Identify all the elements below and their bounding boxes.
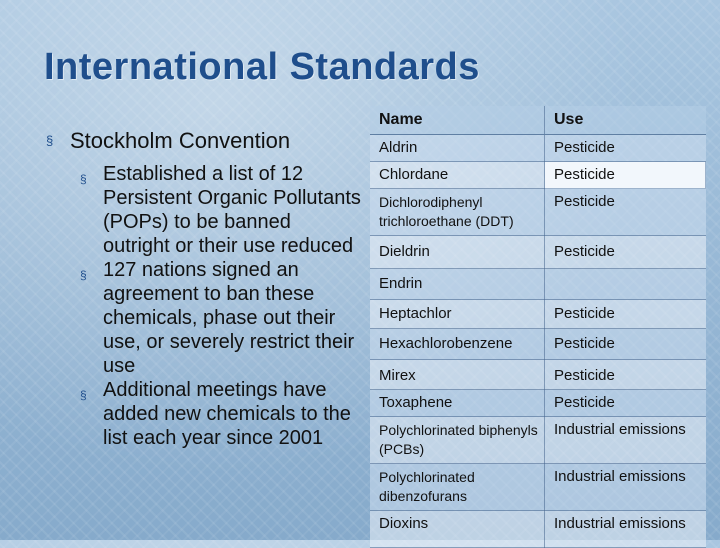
sub-bullet bbox=[80, 162, 362, 258]
cell-use: Pesticide bbox=[545, 135, 706, 162]
bullet-main-text: Stockholm Convention bbox=[70, 128, 291, 153]
column-header-use: Use bbox=[545, 106, 706, 135]
cell-use: Pesticide bbox=[545, 360, 706, 390]
bullet-marker-icon: § bbox=[46, 133, 54, 148]
table-row bbox=[370, 417, 706, 464]
cell-use: Pesticide bbox=[545, 329, 706, 360]
table-row bbox=[370, 511, 706, 548]
bullet-marker-icon: § bbox=[80, 388, 87, 402]
pops-table bbox=[370, 106, 706, 548]
cell-name: Aldrin bbox=[370, 135, 545, 162]
cell-use: Pesticide bbox=[545, 236, 706, 269]
cell-use: Pesticide bbox=[545, 189, 706, 236]
bullet-list bbox=[46, 128, 362, 450]
cell-name: Hexachlorobenzene bbox=[370, 329, 545, 360]
sub-bullet-text: Additional meetings have added new chemicals to the list each year since 2001 bbox=[103, 379, 351, 449]
cell-name: Toxaphene bbox=[370, 390, 545, 417]
table-row bbox=[370, 269, 706, 300]
bullet-marker-icon: § bbox=[80, 268, 87, 282]
pops-table-container bbox=[370, 106, 706, 540]
bullet-marker-icon: § bbox=[80, 172, 87, 186]
cell-use: Pesticide bbox=[545, 390, 706, 417]
table-row bbox=[370, 390, 706, 417]
table-row bbox=[370, 236, 706, 269]
sub-bullet bbox=[80, 258, 362, 378]
cell-name: Polychlorinated biphenyls (PCBs) bbox=[370, 417, 545, 464]
cell-use: Pesticide bbox=[545, 300, 706, 329]
sub-bullet bbox=[80, 378, 362, 450]
table-row bbox=[370, 189, 706, 236]
bullet-main bbox=[46, 128, 362, 154]
cell-name: Mirex bbox=[370, 360, 545, 390]
table-row bbox=[370, 135, 706, 162]
cell-use: Industrial emissions bbox=[545, 464, 706, 511]
cell-name: Endrin bbox=[370, 269, 545, 300]
cell-use: Industrial emissions bbox=[545, 417, 706, 464]
sub-bullet-list bbox=[80, 162, 362, 450]
column-header-name: Name bbox=[370, 106, 545, 135]
cell-name: Dichlorodiphenyl trichloroethane (DDT) bbox=[370, 189, 545, 236]
cell-name: Dioxins bbox=[370, 511, 545, 548]
cell-use: Industrial emissions bbox=[545, 511, 706, 548]
sub-bullet-text: Established a list of 12 Persistent Organic Pollutants (POPs) to be banned outright or their use reduced bbox=[103, 163, 361, 257]
table-header-row bbox=[370, 106, 706, 135]
cell-name: Polychlorinated dibenzofurans bbox=[370, 464, 545, 511]
slide-title: International Standards bbox=[44, 46, 480, 88]
cell-name: Heptachlor bbox=[370, 300, 545, 329]
table-row bbox=[370, 300, 706, 329]
table-row bbox=[370, 162, 706, 189]
table-row bbox=[370, 464, 706, 511]
cell-name: Chlordane bbox=[370, 162, 545, 189]
sub-bullet-text: 127 nations signed an agreement to ban these chemicals, phase out their use, or severely restrict their use bbox=[103, 259, 355, 377]
cell-use bbox=[545, 269, 706, 300]
table-row bbox=[370, 329, 706, 360]
cell-use: Pesticide bbox=[545, 162, 706, 189]
table-row bbox=[370, 360, 706, 390]
cell-name: Dieldrin bbox=[370, 236, 545, 269]
